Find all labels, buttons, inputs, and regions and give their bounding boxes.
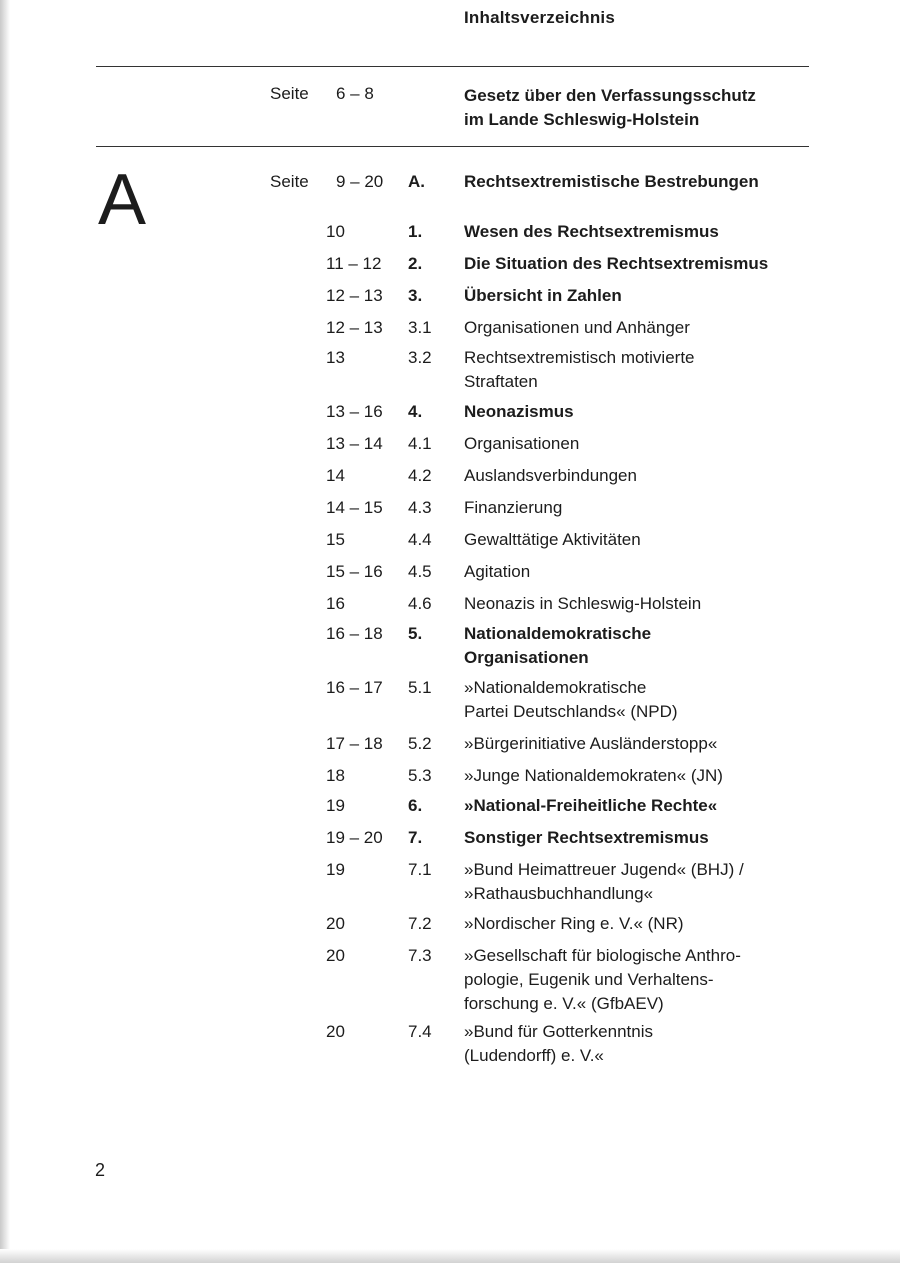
- toc-title: [464, 400, 824, 424]
- toc-title-line: Auslandsverbindungen: [464, 466, 637, 485]
- law-title-line1: Gesetz über den Verfassungsschutz: [464, 86, 756, 105]
- toc-title-line: »Bund Heimattreuer Jugend« (BHJ) /: [464, 860, 744, 879]
- page-edge-shadow: [0, 0, 10, 1263]
- toc-title-line: »Rathausbuchhandlung«: [464, 884, 654, 903]
- toc-title: [464, 284, 824, 308]
- toc-title: [464, 432, 824, 456]
- toc-number: 7.: [408, 828, 423, 847]
- toc-title: [464, 794, 824, 818]
- toc-pages: 14 – 15: [326, 498, 383, 517]
- toc-pages: 13: [326, 348, 345, 367]
- toc-title: [464, 676, 824, 724]
- toc-number: 6.: [408, 796, 423, 815]
- section-seite-label: Seite: [270, 172, 309, 191]
- section-title: Rechtsextremistische Bestrebungen: [464, 172, 759, 191]
- toc-title: [464, 826, 824, 850]
- toc-title-line: Übersicht in Zahlen: [464, 286, 622, 305]
- toc-number: 4.1: [408, 434, 432, 453]
- toc-pages: 20: [326, 1022, 345, 1041]
- toc-title-line: »Gesellschaft für biologische Anthro-: [464, 946, 741, 965]
- toc-title: [464, 528, 824, 552]
- toc-number: 3.2: [408, 348, 432, 367]
- toc-title: [464, 912, 824, 936]
- toc-title-line: »Nationaldemokratische: [464, 678, 647, 697]
- toc-number: 5.: [408, 624, 423, 643]
- toc-title: [464, 732, 824, 756]
- toc-title: [464, 464, 824, 488]
- toc-pages: 16 – 18: [326, 624, 383, 643]
- toc-pages: 15: [326, 530, 345, 549]
- divider-section: [96, 146, 809, 147]
- section-pages: 9 – 20: [336, 172, 384, 191]
- toc-number: 7.2: [408, 914, 432, 933]
- toc-title: [464, 560, 824, 584]
- toc-pages: 17 – 18: [326, 734, 383, 753]
- toc-title-line: Wesen des Rechtsextremismus: [464, 222, 719, 241]
- toc-pages: 13 – 14: [326, 434, 383, 453]
- toc-number: 7.3: [408, 946, 432, 965]
- law-entry: [0, 84, 900, 134]
- toc-title: [464, 316, 824, 340]
- toc-pages: 14: [326, 466, 345, 485]
- toc-pages: 19 – 20: [326, 828, 383, 847]
- law-title: [464, 84, 824, 132]
- toc-number: 5.3: [408, 766, 432, 785]
- toc-pages: 12 – 13: [326, 318, 383, 337]
- toc-number: 1.: [408, 222, 423, 241]
- toc-title: [464, 220, 824, 244]
- toc-pages: 15 – 16: [326, 562, 383, 581]
- toc-title-line: pologie, Eugenik und Verhaltens-: [464, 970, 714, 989]
- toc-pages: 10: [326, 222, 345, 241]
- toc-title: [464, 764, 824, 788]
- toc-pages: 13 – 16: [326, 402, 383, 421]
- toc-number: 5.2: [408, 734, 432, 753]
- toc-title-line: Nationaldemokratische: [464, 624, 652, 643]
- toc-title: [464, 944, 824, 1016]
- toc-title-line: Partei Deutschlands« (NPD): [464, 702, 678, 721]
- law-seite-label: Seite: [270, 84, 309, 103]
- toc-title-line: Gewalttätige Aktivitäten: [464, 530, 641, 549]
- toc-number: 2.: [408, 254, 423, 273]
- toc-number: 4.: [408, 402, 423, 421]
- toc-title-line: Organisationen: [464, 648, 589, 667]
- toc-title-line: Straftaten: [464, 372, 538, 391]
- section-letter: A: [98, 160, 147, 240]
- toc-title-line: Neonazis in Schleswig-Holstein: [464, 594, 702, 613]
- toc-pages: 11 – 12: [326, 254, 382, 273]
- toc-title: [464, 622, 824, 670]
- section-number: A.: [408, 172, 425, 191]
- toc-number: 4.2: [408, 466, 432, 485]
- toc-pages: 16 – 17: [326, 678, 383, 697]
- toc-title-line: (Ludendorff) e. V.«: [464, 1046, 604, 1065]
- toc-pages: 12 – 13: [326, 286, 383, 305]
- page-bottom-shadow: [0, 1249, 900, 1263]
- toc-title-line: »Bürgerinitiative Ausländerstopp«: [464, 734, 718, 753]
- toc-title-line: Organisationen und Anhänger: [464, 318, 690, 337]
- toc-number: 7.1: [408, 860, 432, 879]
- toc-title-line: Finanzierung: [464, 498, 563, 517]
- toc-title-line: »Junge Nationaldemokraten« (JN): [464, 766, 723, 785]
- toc-number: 4.5: [408, 562, 432, 581]
- toc-number: 7.4: [408, 1022, 432, 1041]
- page-title: Inhaltsverzeichnis: [464, 8, 615, 27]
- toc-title: [464, 496, 824, 520]
- toc-title: [464, 592, 824, 616]
- toc-title-line: »National-Freiheitliche Rechte«: [464, 796, 718, 815]
- toc-title-line: Rechtsextremistisch motivierte: [464, 348, 695, 367]
- toc-title-line: »Bund für Gotterkenntnis: [464, 1022, 654, 1041]
- toc-pages: 20: [326, 946, 345, 965]
- toc-number: 3.: [408, 286, 423, 305]
- toc-title-line: Die Situation des Rechtsextremismus: [464, 254, 769, 273]
- toc-title-line: Organisationen: [464, 434, 580, 453]
- toc-title-line: Neonazismus: [464, 402, 574, 421]
- toc-title-line: »Nordischer Ring e. V.« (NR): [464, 914, 684, 933]
- toc-title: [464, 1020, 824, 1068]
- toc-number: 5.1: [408, 678, 432, 697]
- toc-title-line: Sonstiger Rechtsextremismus: [464, 828, 709, 847]
- toc-number: 4.3: [408, 498, 432, 517]
- toc-number: 4.4: [408, 530, 432, 549]
- toc-title-line: Agitation: [464, 562, 531, 581]
- divider-top: [96, 66, 809, 67]
- toc-pages: 19: [326, 796, 345, 815]
- toc-title: [464, 858, 824, 906]
- law-title-line2: im Lande Schleswig-Holstein: [464, 110, 700, 129]
- toc-title: [464, 346, 824, 394]
- toc-number: 4.6: [408, 594, 432, 613]
- law-pages: 6 – 8: [336, 84, 374, 103]
- toc-pages: 16: [326, 594, 345, 613]
- toc-pages: 19: [326, 860, 345, 879]
- toc-title: [464, 252, 824, 276]
- toc-pages: 20: [326, 914, 345, 933]
- toc-pages: 18: [326, 766, 345, 785]
- page-number: 2: [95, 1160, 106, 1180]
- toc-number: 3.1: [408, 318, 432, 337]
- toc-title-line: forschung e. V.« (GfbAEV): [464, 994, 664, 1013]
